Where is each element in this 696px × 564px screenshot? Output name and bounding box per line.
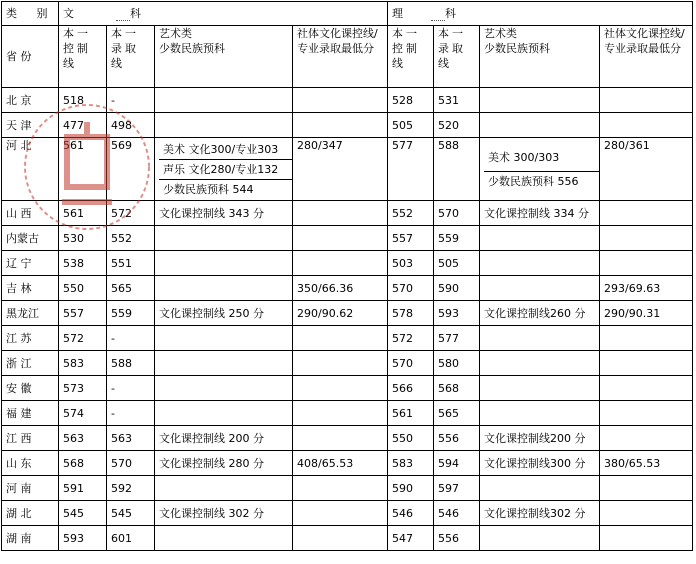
arts-control-line-cell: 550 [59,276,107,301]
arts-sports-cell [293,526,388,551]
sci-art-class-cell [480,88,600,113]
table-row [2,138,693,201]
sci-control-line-cell: 583 [388,451,434,476]
province-cell: 江 苏 [2,326,59,351]
arts-sports-cell: 280/347 [293,138,388,201]
province-cell: 河 北 [2,138,59,201]
arts-art-class-cell: 文化课控制线 302 分 [155,501,293,526]
sci-admit-line-cell: 520 [434,113,480,138]
province-cell: 湖 北 [2,501,59,526]
sci-sports-cell [600,251,693,276]
header-sci-sports: 社体文化课控线/专业录取最低分 [600,26,693,88]
sci-control-line-cell: 505 [388,113,434,138]
arts-admit-line-cell: 588 [107,351,155,376]
sci-control-line-cell: 578 [388,301,434,326]
sci-control-line-cell: 561 [388,401,434,426]
arts-sports-cell [293,113,388,138]
sci-admit-line-cell: 597 [434,476,480,501]
arts-art-class-cell: 文化课控制线 200 分 [155,426,293,451]
province-cell: 湖 南 [2,526,59,551]
sci-admit-line-cell: 556 [434,426,480,451]
arts-admit-line-cell: 572 [107,201,155,226]
sci-control-line-cell: 557 [388,226,434,251]
province-cell: 天 津 [2,113,59,138]
sci-art-class-cell [480,138,600,201]
sci-admit-line-cell: 556 [434,526,480,551]
sci-sports-cell: 293/69.63 [600,276,693,301]
arts-control-line-cell: 477 [59,113,107,138]
sci-art-class-cell [480,226,600,251]
art-sub-cell: 少数民族预科 556 [488,174,579,188]
sci-art-class-cell: 文化课控制线302 分 [480,501,600,526]
province-cell: 河 南 [2,476,59,501]
table-row [2,226,693,251]
arts-art-class-cell [155,326,293,351]
table-row [2,451,693,476]
sci-sports-cell [600,113,693,138]
arts-admit-line-cell: 570 [107,451,155,476]
sci-admit-line-cell: 593 [434,301,480,326]
arts-sports-cell [293,88,388,113]
arts-admit-line-cell: 592 [107,476,155,501]
arts-control-line-cell: 593 [59,526,107,551]
table-row [2,501,693,526]
arts-control-line-cell: 561 [59,138,107,201]
sci-art-class-cell [480,251,600,276]
arts-art-class-cell [155,376,293,401]
arts-art-class-cell [155,226,293,251]
sci-control-line-cell: 547 [388,526,434,551]
arts-admit-line-cell: 552 [107,226,155,251]
arts-admit-line-cell: - [107,376,155,401]
sci-sports-cell [600,426,693,451]
sci-control-line-cell: 546 [388,501,434,526]
table-row [2,376,693,401]
arts-sports-cell [293,401,388,426]
table-row [2,526,693,551]
art-sub-cell: 声乐 文化280/专业132 [159,160,292,180]
arts-admit-line-cell: - [107,88,155,113]
sci-control-line-cell: 590 [388,476,434,501]
arts-control-line-cell: 573 [59,376,107,401]
sci-art-class-cell [480,113,600,138]
arts-sports-cell [293,251,388,276]
table-row [2,88,693,113]
table-row [2,113,693,138]
arts-control-line-cell: 545 [59,501,107,526]
sci-art-class-cell [480,526,600,551]
sci-sports-cell: 380/65.53 [600,451,693,476]
art-sub-cell: 少数民族预科 544 [163,182,254,196]
sci-control-line-cell: 570 [388,351,434,376]
province-cell: 山 西 [2,201,59,226]
arts-admit-line-cell: 498 [107,113,155,138]
sci-sports-cell [600,201,693,226]
table-row [2,251,693,276]
arts-control-line-cell: 530 [59,226,107,251]
table-row [2,201,693,226]
arts-art-class-cell [155,401,293,426]
sci-admit-line-cell: 559 [434,226,480,251]
header-arts-art: 艺术类 少数民族预科 [155,26,293,88]
arts-sports-cell [293,476,388,501]
arts-control-line-cell: 574 [59,401,107,426]
header-sci-art: 艺术类 少数民族预科 [480,26,600,88]
sci-control-line-cell: 552 [388,201,434,226]
sci-admit-line-cell: 580 [434,351,480,376]
table-row [2,276,693,301]
arts-art-class-cell [155,138,293,201]
province-cell: 黑龙江 [2,301,59,326]
arts-control-line-cell: 572 [59,326,107,351]
wavy-mark [116,14,130,21]
wavy-mark [431,14,445,21]
arts-sports-cell [293,201,388,226]
arts-sports-cell [293,326,388,351]
province-cell: 浙 江 [2,351,59,376]
sci-admit-line-cell: 594 [434,451,480,476]
header-arts: 文 科 [59,2,388,26]
art-sub-cell: 美术 300/303 [488,150,560,164]
arts-sports-cell [293,426,388,451]
sci-sports-cell [600,88,693,113]
sci-admit-line-cell: 590 [434,276,480,301]
sci-control-line-cell: 503 [388,251,434,276]
sci-art-class-cell [480,351,600,376]
header-arts-admit: 本一录取线 [107,26,155,88]
arts-art-class-cell [155,88,293,113]
sci-art-class-cell [480,326,600,351]
arts-admit-line-cell: 545 [107,501,155,526]
header-sci-control: 本一控制线 [388,26,434,88]
sci-sports-cell [600,376,693,401]
sci-art-class-cell: 文化课控制线 334 分 [480,201,600,226]
arts-admit-line-cell: - [107,401,155,426]
arts-admit-line-cell: 601 [107,526,155,551]
table-row [2,326,693,351]
arts-admit-line-cell: 559 [107,301,155,326]
province-cell: 北 京 [2,88,59,113]
sci-admit-line-cell: 577 [434,326,480,351]
table-row [2,426,693,451]
arts-admit-line-cell: 563 [107,426,155,451]
arts-art-class-cell: 文化课控制线 280 分 [155,451,293,476]
arts-art-class-cell [155,251,293,276]
sci-sports-cell [600,401,693,426]
sci-admit-line-cell: 568 [434,376,480,401]
table-row [2,301,693,326]
arts-control-line-cell: 518 [59,88,107,113]
sci-sports-cell [600,501,693,526]
sci-sports-cell: 290/90.31 [600,301,693,326]
arts-control-line-cell: 591 [59,476,107,501]
sci-art-class-cell [480,401,600,426]
arts-control-line-cell: 538 [59,251,107,276]
arts-control-line-cell: 557 [59,301,107,326]
sci-admit-line-cell: 531 [434,88,480,113]
sci-art-class-cell [480,476,600,501]
sci-admit-line-cell: 570 [434,201,480,226]
sci-art-class-cell: 文化课控制线300 分 [480,451,600,476]
sci-control-line-cell: 550 [388,426,434,451]
header-arts-control: 本一控制线 [59,26,107,88]
arts-art-class-cell: 文化课控制线 343 分 [155,201,293,226]
province-cell: 内蒙古 [2,226,59,251]
table-row [2,476,693,501]
arts-admit-line-cell: 551 [107,251,155,276]
sci-sports-cell: 280/361 [600,138,693,201]
sci-control-line-cell: 566 [388,376,434,401]
sci-control-line-cell: 577 [388,138,434,201]
header-category: 类 别 [2,2,59,26]
sci-art-class-cell: 文化课控制线200 分 [480,426,600,451]
art-sub-cell: 美术 文化300/专业303 [159,140,292,160]
sci-art-class-cell [480,376,600,401]
arts-control-line-cell: 563 [59,426,107,451]
sci-sports-cell [600,226,693,251]
header-province: 省 份 [2,26,59,88]
header-sci-admit: 本一录取线 [434,26,480,88]
sci-admit-line-cell: 588 [434,138,480,201]
arts-sports-cell: 290/90.62 [293,301,388,326]
sci-art-class-cell: 文化课控制线260 分 [480,301,600,326]
arts-sports-cell [293,501,388,526]
arts-admit-line-cell: 569 [107,138,155,201]
arts-sports-cell [293,351,388,376]
arts-sports-cell [293,376,388,401]
sci-sports-cell [600,326,693,351]
province-cell: 安 徽 [2,376,59,401]
province-cell: 辽 宁 [2,251,59,276]
sci-admit-line-cell: 546 [434,501,480,526]
arts-admit-line-cell: 565 [107,276,155,301]
sci-control-line-cell: 570 [388,276,434,301]
arts-art-class-cell [155,526,293,551]
arts-art-class-cell: 文化课控制线 250 分 [155,301,293,326]
arts-art-class-cell [155,113,293,138]
table-row [2,351,693,376]
sci-admit-line-cell: 565 [434,401,480,426]
arts-sports-cell: 408/65.53 [293,451,388,476]
arts-admit-line-cell: - [107,326,155,351]
arts-control-line-cell: 561 [59,201,107,226]
province-cell: 吉 林 [2,276,59,301]
admission-score-table [1,1,693,551]
table-row [2,401,693,426]
arts-control-line-cell: 583 [59,351,107,376]
arts-sports-cell: 350/66.36 [293,276,388,301]
sci-control-line-cell: 528 [388,88,434,113]
province-cell: 江 西 [2,426,59,451]
header-arts-sports: 社体文化课控线/专业录取最低分 [293,26,388,88]
arts-art-class-cell [155,351,293,376]
sci-sports-cell [600,526,693,551]
province-cell: 福 建 [2,401,59,426]
arts-control-line-cell: 568 [59,451,107,476]
sci-sports-cell [600,476,693,501]
province-cell: 山 东 [2,451,59,476]
arts-art-class-cell [155,476,293,501]
arts-sports-cell [293,226,388,251]
sci-admit-line-cell: 505 [434,251,480,276]
sci-sports-cell [600,351,693,376]
arts-art-class-cell [155,276,293,301]
header-science: 理 科 [388,2,693,26]
sci-art-class-cell [480,276,600,301]
sci-control-line-cell: 572 [388,326,434,351]
